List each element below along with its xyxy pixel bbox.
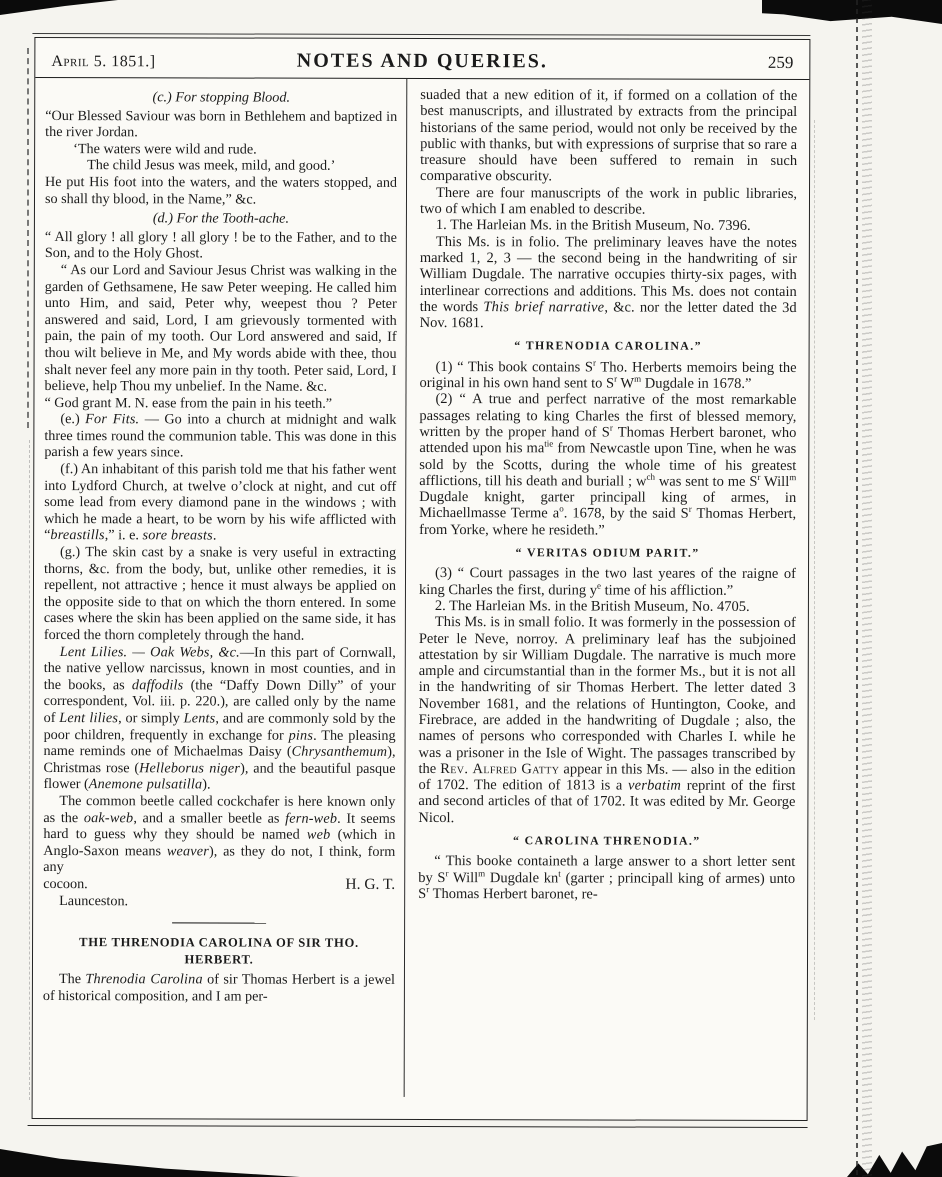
paragraph: “Our Blessed Saviour was born in Bethlehem and baptized in the river Jordan. [45,107,398,141]
scan-artifact-top-right [762,0,942,24]
paragraph: There are four manuscripts of the work in public libraries, two of which I am enabled to describe. [419,184,798,218]
paragraph: “ All glory ! all glory ! all glory ! be to the Father, and to the Son, and to the Holy Ghost. [44,228,397,262]
page-edge-specks [862,0,872,1177]
paragraph: “ This booke containeth a large answer to a short letter sent by $S^r$ Will$^m$ Dugdale $kn^t$ (garter ; principall king of armes) unto $S^r$ Thomas Herbert baronet, re- [418,853,796,903]
journal-title: NOTES AND QUERIES. [296,49,548,73]
page-header [35,38,809,80]
scan-artifact-top-left [0,0,118,15]
paragraph: (g.) The skin cast by a snake is very useful in extracting thorns, &c. from the body, but, unlike other remedies, it is repellent, not attractive ; hence it must always be applied on the opposite side to that on which the thorn entered. In some cases where the skin has been applied on the same side, it has forced the thorn completely through the hand. [43,544,397,644]
paragraph: “ As our Lord and Saviour Jesus Christ was walking in the garden of Gethsamene, He saw Peter weeping. He called him unto Him, and said, Peter why, weepest thou ? Peter answered and said, Lord, I am grievously tormented with pain, the pain of my tooth. Our Lord answered and said, If thou wilt believe in Me, and My words abide with thee, thou shalt never feel any more pain in thy tooth. Peter said, Lord, I believe, help Thou my unbelief. In the Name. &c. [44,261,397,395]
left-column [33,78,407,1097]
paragraph: This Ms. is in small folio. It was formerly in the possession of Peter le Neve, norroy. A preliminary leaf has the subjoined attestation by sir William Dugdale. The narrative is much more ample and circumstantial than in the former Ms., but it is not all in the handwriting of sir Thomas Herbert. The letter dated 3 November 1681, and the relations of Huntington, Cooke, and Firebrace, are added in the handwriting of Dugdale ; also, the names of persons who corresponded with Charles I. while he was a prisoner in the Isle of Wight. The passages transcribed by the Rev. Alfred Gatty appear in this Ms. — also in the edition of 1702. The edition of 1813 is a verbatim reprint of the first and second articles of that of 1702. It was edited by Mr. George Nicol. [418,614,796,826]
subheading-carolina-threnodia: “ CAROLINA THRENODIA.” [513,833,701,848]
signature-row [43,876,395,894]
scan-artifact-bottom-left [0,1149,300,1177]
paragraph: “ God grant M. N. ease from the pain in his teeth.” [44,394,333,412]
paragraph: (3) “ Court passages in the two last yeares of the raigne of king Charles the first, during $y^e$ time of his affliction.” [418,565,797,599]
page-edge-line [856,0,858,1177]
paragraph: This Ms. is in folio. The preliminary leaves have the notes marked 1, 2, 3 — the second being in the handwriting of sir William Dugdale. The narrative occupies thirty-six pages, with interlinear corrections and additions. This Ms. does not contain the words This brief narrative, &c. nor the letter dated the 3d Nov. 1681. [419,233,797,332]
paragraph-end: cocoon. [43,875,88,893]
paragraph: Lent Lilies. — Oak Webs, &c.—In this part of Cornwall, the native yellow narcissus, known in most counties, and in the books, as daffodils (the “Daffy Down Dilly” of your correspondent, Vol. iii. p. 220.), are called only by the name of Lent lilies, or simply Lents, and are commonly sold by the poor children, frequently in exchange for pins. The pleasing name reminds one of Michaelmas Daisy (Chrysanthemum), Christmas rose (Helleborus niger), and the beautiful pasque flower (Anemone pulsatilla). [43,643,396,793]
paragraph: (e.) For Fits. — Go into a church at midnight and walk three times round the communion table. This was done in this parish a few years since. [44,411,397,461]
section-heading-c: (c.) For stopping Blood. [152,89,291,106]
binding-marks [27,48,29,428]
verse-line: ‘The waters were wild and rude. [73,140,257,158]
paragraph: The common beetle called cockchafer is here known only as the oak-web, and a smaller beetle as fern-web. It seems hard to guess why they should be named web (which in Anglo-Saxon means weaver), as they do not, I think, form any [43,792,396,876]
binding-marks-lower [29,440,30,1100]
article-title: THE THRENODIA CAROLINA OF SIR THO. HERBERT. [79,935,359,967]
paragraph: (f.) An inhabitant of this parish told me that his father went into Lydford Church, at twelve o’clock at night, and cut off some lead from every diamond pane in the windows ; with which he made a heart, to be worn by his wife afflicted with “breastills,” i. e. sore breasts. [44,461,397,544]
subheading-threnodia-carolina: “ THRENODIA CAROLINA.” [514,338,702,354]
margin-scratch [814,120,815,1020]
paragraph: 1. The Harleian Ms. in the British Museum, No. 7396. [435,217,751,235]
verse-line: The child Jesus was meek, mild, and good.’ [87,157,336,175]
contributor-location: Launceston. [59,892,129,909]
paragraph: The Threnodia Carolina of sir Thomas Herbert is a jewel of historical composition, and I am per- [42,971,395,1005]
issue-date: April 5. 1851.] [51,53,156,71]
page-frame [32,37,811,1121]
paragraph: He put His foot into the waters, and the waters stopped, and so shall thy blood, in the Name,” &c. [44,173,398,208]
article-divider-rule [172,922,266,923]
paragraph: suaded that a new edition of it, if formed on a collation of the best manuscripts, and illustrated by extracts from the principal historians of the same period, would not only be received by the public with thanks, but with expressions of surprise that so rare a treasure should have been suffered to remain in such comparative obscurity. [420,86,798,185]
text-columns [33,78,810,1098]
contributor-signature: H. G. T. [345,875,396,893]
page-number: 259 [767,52,794,72]
paragraph: (2) “ A true and perfect narrative of the most remarkable passages relating to king Charles the first of blessed memory, written by the proper hand of $S^r$ Thomas Herbert baronet, who attended upon his $ma^{tie}$ from Newcastle upon Tine, when he was sold by the Scotts, during the whole time of his greatest afflictions, till his death and buriall ; $w^{ch}$ was sent to me $S^r$ Will$^m$ Dugdale knight, garter principall king of armes, in Michaellmasse Terme $a^o$. 1678, by the said $S^r$ Thomas Herbert, from Yorke, where he resideth.” [419,391,797,539]
subheading-veritas-odium-parit: “ VERITAS ODIUM PARIT.” [515,545,700,560]
paragraph: (1) “ This book contains $S^r$ Tho. Herberts memoirs being the original in his own hand sent to $S^r$ $W^m$ Dugdale in 1678.” [419,357,797,392]
right-column [404,79,810,1098]
paragraph: 2. The Harleian Ms. in the British Museum, No. 4705. [434,597,750,615]
section-heading-d: (d.) For the Tooth-ache. [152,210,290,227]
